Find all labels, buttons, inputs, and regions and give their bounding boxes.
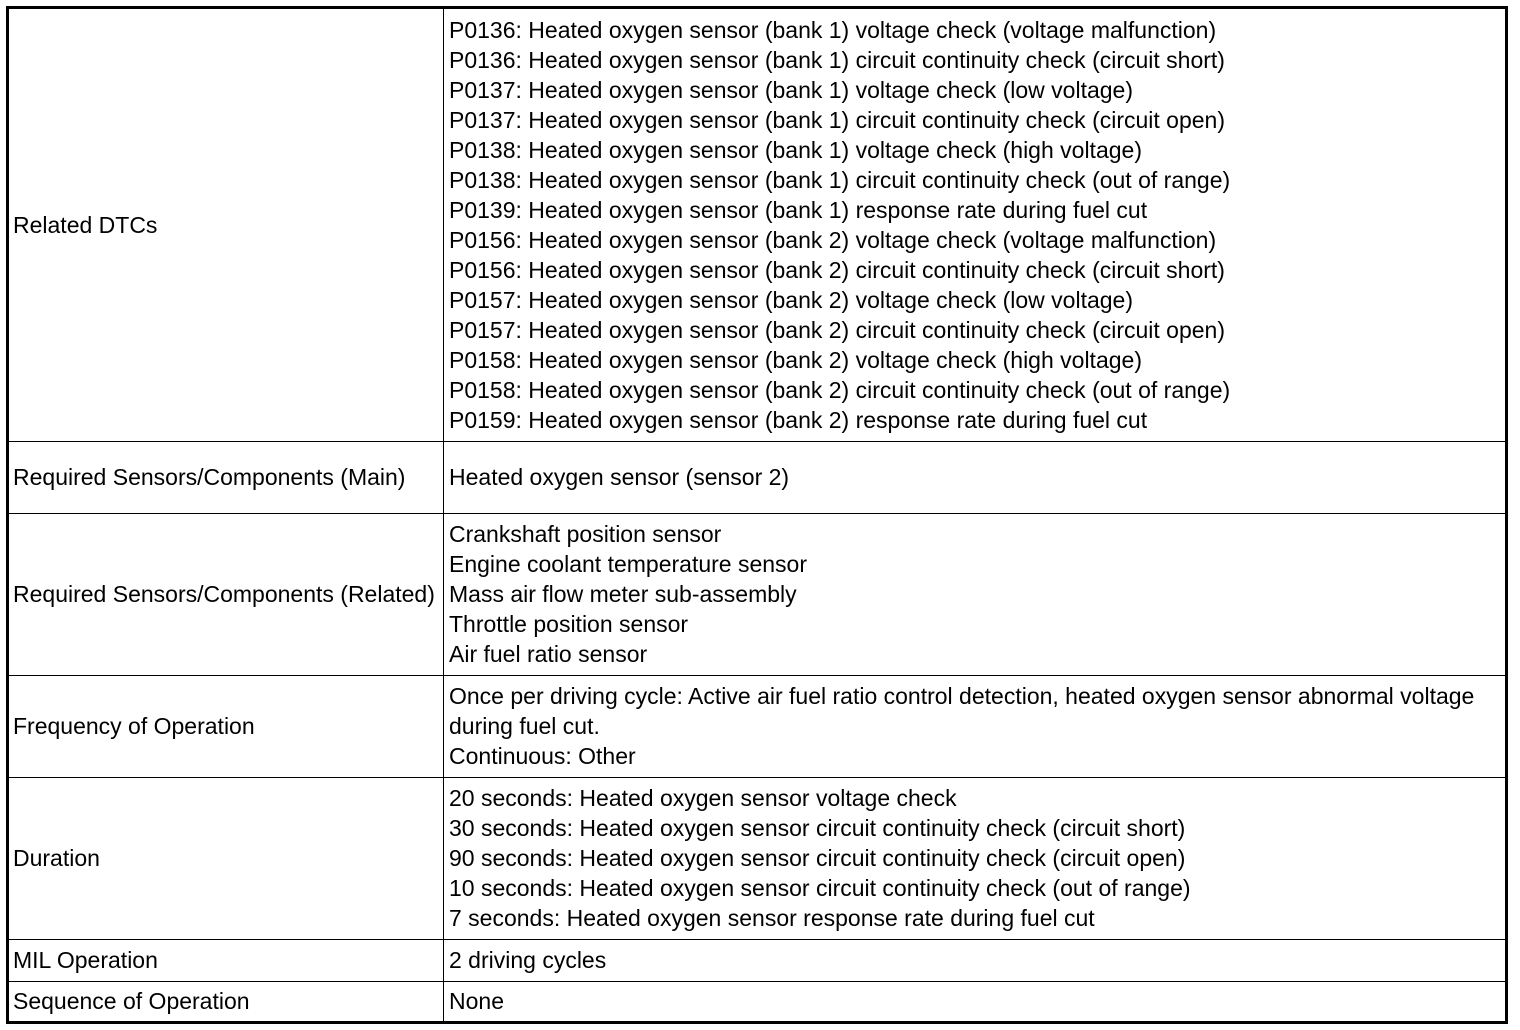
mil-line: 2 driving cycles — [449, 947, 607, 973]
dtc-line: P0157: Heated oxygen sensor (bank 2) circuit continuity check (circuit open) — [449, 316, 1226, 343]
dtc-line: P0158: Heated oxygen sensor (bank 2) circuit continuity check (out of range) — [449, 376, 1231, 403]
row-label: Duration — [9, 777, 444, 939]
row-value — [444, 777, 1506, 939]
table-row-sequence — [9, 981, 1505, 1021]
sensor-line: Throttle position sensor — [449, 611, 689, 637]
row-label: Frequency of Operation — [9, 675, 444, 777]
monitor-description-table — [9, 9, 1505, 1021]
table-row-sensors-main — [9, 441, 1505, 513]
row-value — [444, 9, 1506, 441]
table-row-sensors-related — [9, 513, 1505, 675]
row-label: Related DTCs — [9, 9, 444, 441]
row-value — [444, 939, 1506, 981]
row-label: Sequence of Operation — [9, 981, 444, 1021]
sensor-line: Engine coolant temperature sensor — [449, 551, 807, 577]
row-value — [444, 675, 1506, 777]
sensor-line: Crankshaft position sensor — [449, 521, 722, 547]
duration-line: 30 seconds: Heated oxygen sensor circuit continuity check (circuit short) — [449, 815, 1186, 841]
duration-line: 7 seconds: Heated oxygen sensor response rate during fuel cut — [449, 905, 1095, 931]
sensor-line: Mass air flow meter sub-assembly — [449, 581, 797, 607]
dtc-line: P0136: Heated oxygen sensor (bank 1) circuit continuity check (circuit short) — [449, 46, 1225, 73]
monitor-description-table-frame — [6, 6, 1508, 1024]
dtc-line: P0156: Heated oxygen sensor (bank 2) circuit continuity check (circuit short) — [449, 256, 1225, 283]
row-label: MIL Operation — [9, 939, 444, 981]
dtc-line: P0157: Heated oxygen sensor (bank 2) voltage check (low voltage) — [449, 286, 1134, 313]
table-row-frequency — [9, 675, 1505, 777]
duration-line: 10 seconds: Heated oxygen sensor circuit continuity check (out of range) — [449, 875, 1191, 901]
frequency-line: Once per driving cycle: Active air fuel ratio control detection, heated oxygen sensor abnormal voltage during fuel cut. — [449, 683, 1475, 739]
dtc-line: P0137: Heated oxygen sensor (bank 1) circuit continuity check (circuit open) — [449, 106, 1226, 133]
dtc-line: P0138: Heated oxygen sensor (bank 1) circuit continuity check (out of range) — [449, 166, 1231, 193]
duration-line: 90 seconds: Heated oxygen sensor circuit continuity check (circuit open) — [449, 845, 1186, 871]
row-label: Required Sensors/Components (Related) — [9, 513, 444, 675]
row-value — [444, 441, 1506, 513]
dtc-line: P0139: Heated oxygen sensor (bank 1) response rate during fuel cut — [449, 196, 1148, 223]
sensor-line: Heated oxygen sensor (sensor 2) — [449, 464, 790, 490]
dtc-line: P0137: Heated oxygen sensor (bank 1) voltage check (low voltage) — [449, 76, 1134, 103]
table-row-mil-operation — [9, 939, 1505, 981]
sequence-line: None — [449, 988, 504, 1015]
sensor-line: Air fuel ratio sensor — [449, 641, 648, 667]
row-value — [444, 981, 1506, 1021]
table-row-related-dtcs — [9, 9, 1505, 441]
row-value — [444, 513, 1506, 675]
dtc-line: P0136: Heated oxygen sensor (bank 1) voltage check (voltage malfunction) — [449, 16, 1217, 43]
duration-line: 20 seconds: Heated oxygen sensor voltage check — [449, 785, 957, 811]
dtc-line: P0156: Heated oxygen sensor (bank 2) voltage check (voltage malfunction) — [449, 226, 1217, 253]
dtc-line: P0138: Heated oxygen sensor (bank 1) voltage check (high voltage) — [449, 136, 1142, 163]
frequency-line: Continuous: Other — [449, 743, 636, 769]
row-label: Required Sensors/Components (Main) — [9, 441, 444, 513]
table-row-duration — [9, 777, 1505, 939]
dtc-line: P0158: Heated oxygen sensor (bank 2) voltage check (high voltage) — [449, 346, 1142, 373]
dtc-line: P0159: Heated oxygen sensor (bank 2) response rate during fuel cut — [449, 406, 1148, 433]
